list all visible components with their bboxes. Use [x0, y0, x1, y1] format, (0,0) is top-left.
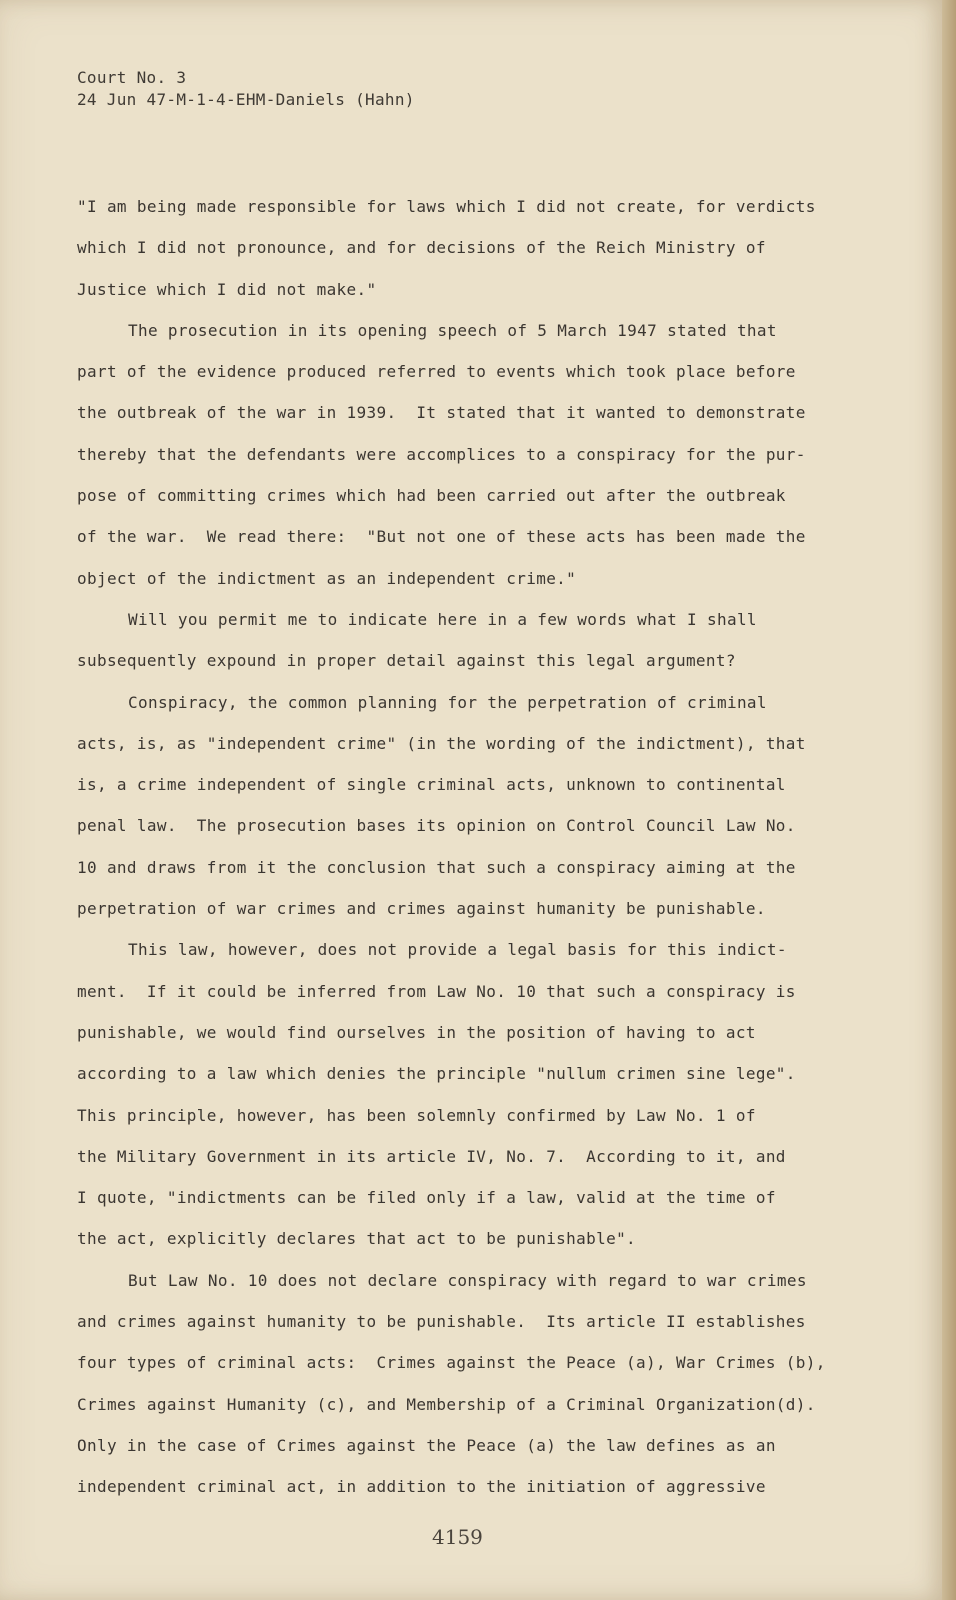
text-line: part of the evidence produced referred to events which took place before [77, 362, 796, 382]
text-line: the act, explicitly declares that act to be punishable". [77, 1229, 637, 1249]
text-line: the Military Government in its article IV, No. 7. According to it, and [77, 1146, 786, 1166]
document-reference: 24 Jun 47-M-1-4-EHM-Daniels (Hahn) [77, 90, 415, 109]
text-line: perpetration of war crimes and crimes against humanity be punishable. [77, 899, 766, 919]
text-line: independent criminal act, in addition to the initiation of aggressive [77, 1477, 766, 1497]
document-header [77, 67, 415, 111]
text-line: Conspiracy, the common planning for the perpetration of criminal [128, 692, 767, 712]
court-number: Court No. 3 [77, 68, 187, 87]
text-line: subsequently expound in proper detail against this legal argument? [77, 651, 736, 671]
text-line: 10 and draws from it the conclusion that such a conspiracy aiming at the [77, 857, 796, 877]
text-line: ment. If it could be inferred from Law No. 10 that such a conspiracy is [77, 981, 796, 1001]
text-line: But Law No. 10 does not declare conspiracy with regard to war crimes [128, 1270, 807, 1290]
text-line: Crimes against Humanity (c), and Membership of a Criminal Organization(d). [77, 1394, 816, 1414]
text-line: punishable, we would find ourselves in the position of having to act [77, 1022, 756, 1042]
document-body [77, 186, 857, 1508]
text-line: of the war. We read there: "But not one of these acts has been made the [77, 527, 806, 547]
page-number: 4159 [432, 1525, 483, 1549]
text-line: penal law. The prosecution bases its opinion on Control Council Law No. [77, 816, 796, 836]
text-line: is, a crime independent of single criminal acts, unknown to continental [77, 775, 786, 795]
page-edge [942, 0, 956, 1600]
text-line: which I did not pronounce, and for decisions of the Reich Ministry of [77, 238, 766, 258]
text-line: pose of committing crimes which had been carried out after the outbreak [77, 486, 786, 506]
text-line: Only in the case of Crimes against the Peace (a) the law defines as an [77, 1435, 776, 1455]
text-line: I quote, "indictments can be filed only if a law, valid at the time of [77, 1188, 776, 1208]
text-line: The prosecution in its opening speech of 5 March 1947 stated that [128, 320, 777, 340]
text-line: object of the indictment as an independent crime." [77, 568, 577, 588]
text-line: This principle, however, has been solemnly confirmed by Law No. 1 of [77, 1105, 756, 1125]
text-line: thereby that the defendants were accomplices to a conspiracy for the pur- [77, 444, 806, 464]
text-line: Justice which I did not make." [77, 279, 377, 299]
text-line: and crimes against humanity to be punishable. Its article II establishes [77, 1312, 806, 1332]
text-line: acts, is, as "independent crime" (in the wording of the indictment), that [77, 733, 806, 753]
text-line: four types of criminal acts: Crimes against the Peace (a), War Crimes (b), [77, 1353, 826, 1373]
text-line: This law, however, does not provide a legal basis for this indict- [128, 940, 787, 960]
text-line: Will you permit me to indicate here in a few words what I shall [128, 609, 757, 629]
text-line: according to a law which denies the principle "nullum crimen sine lege". [77, 1064, 796, 1084]
text-line: the outbreak of the war in 1939. It stated that it wanted to demonstrate [77, 403, 806, 423]
text-line: "I am being made responsible for laws which I did not create, for verdicts [77, 197, 816, 216]
